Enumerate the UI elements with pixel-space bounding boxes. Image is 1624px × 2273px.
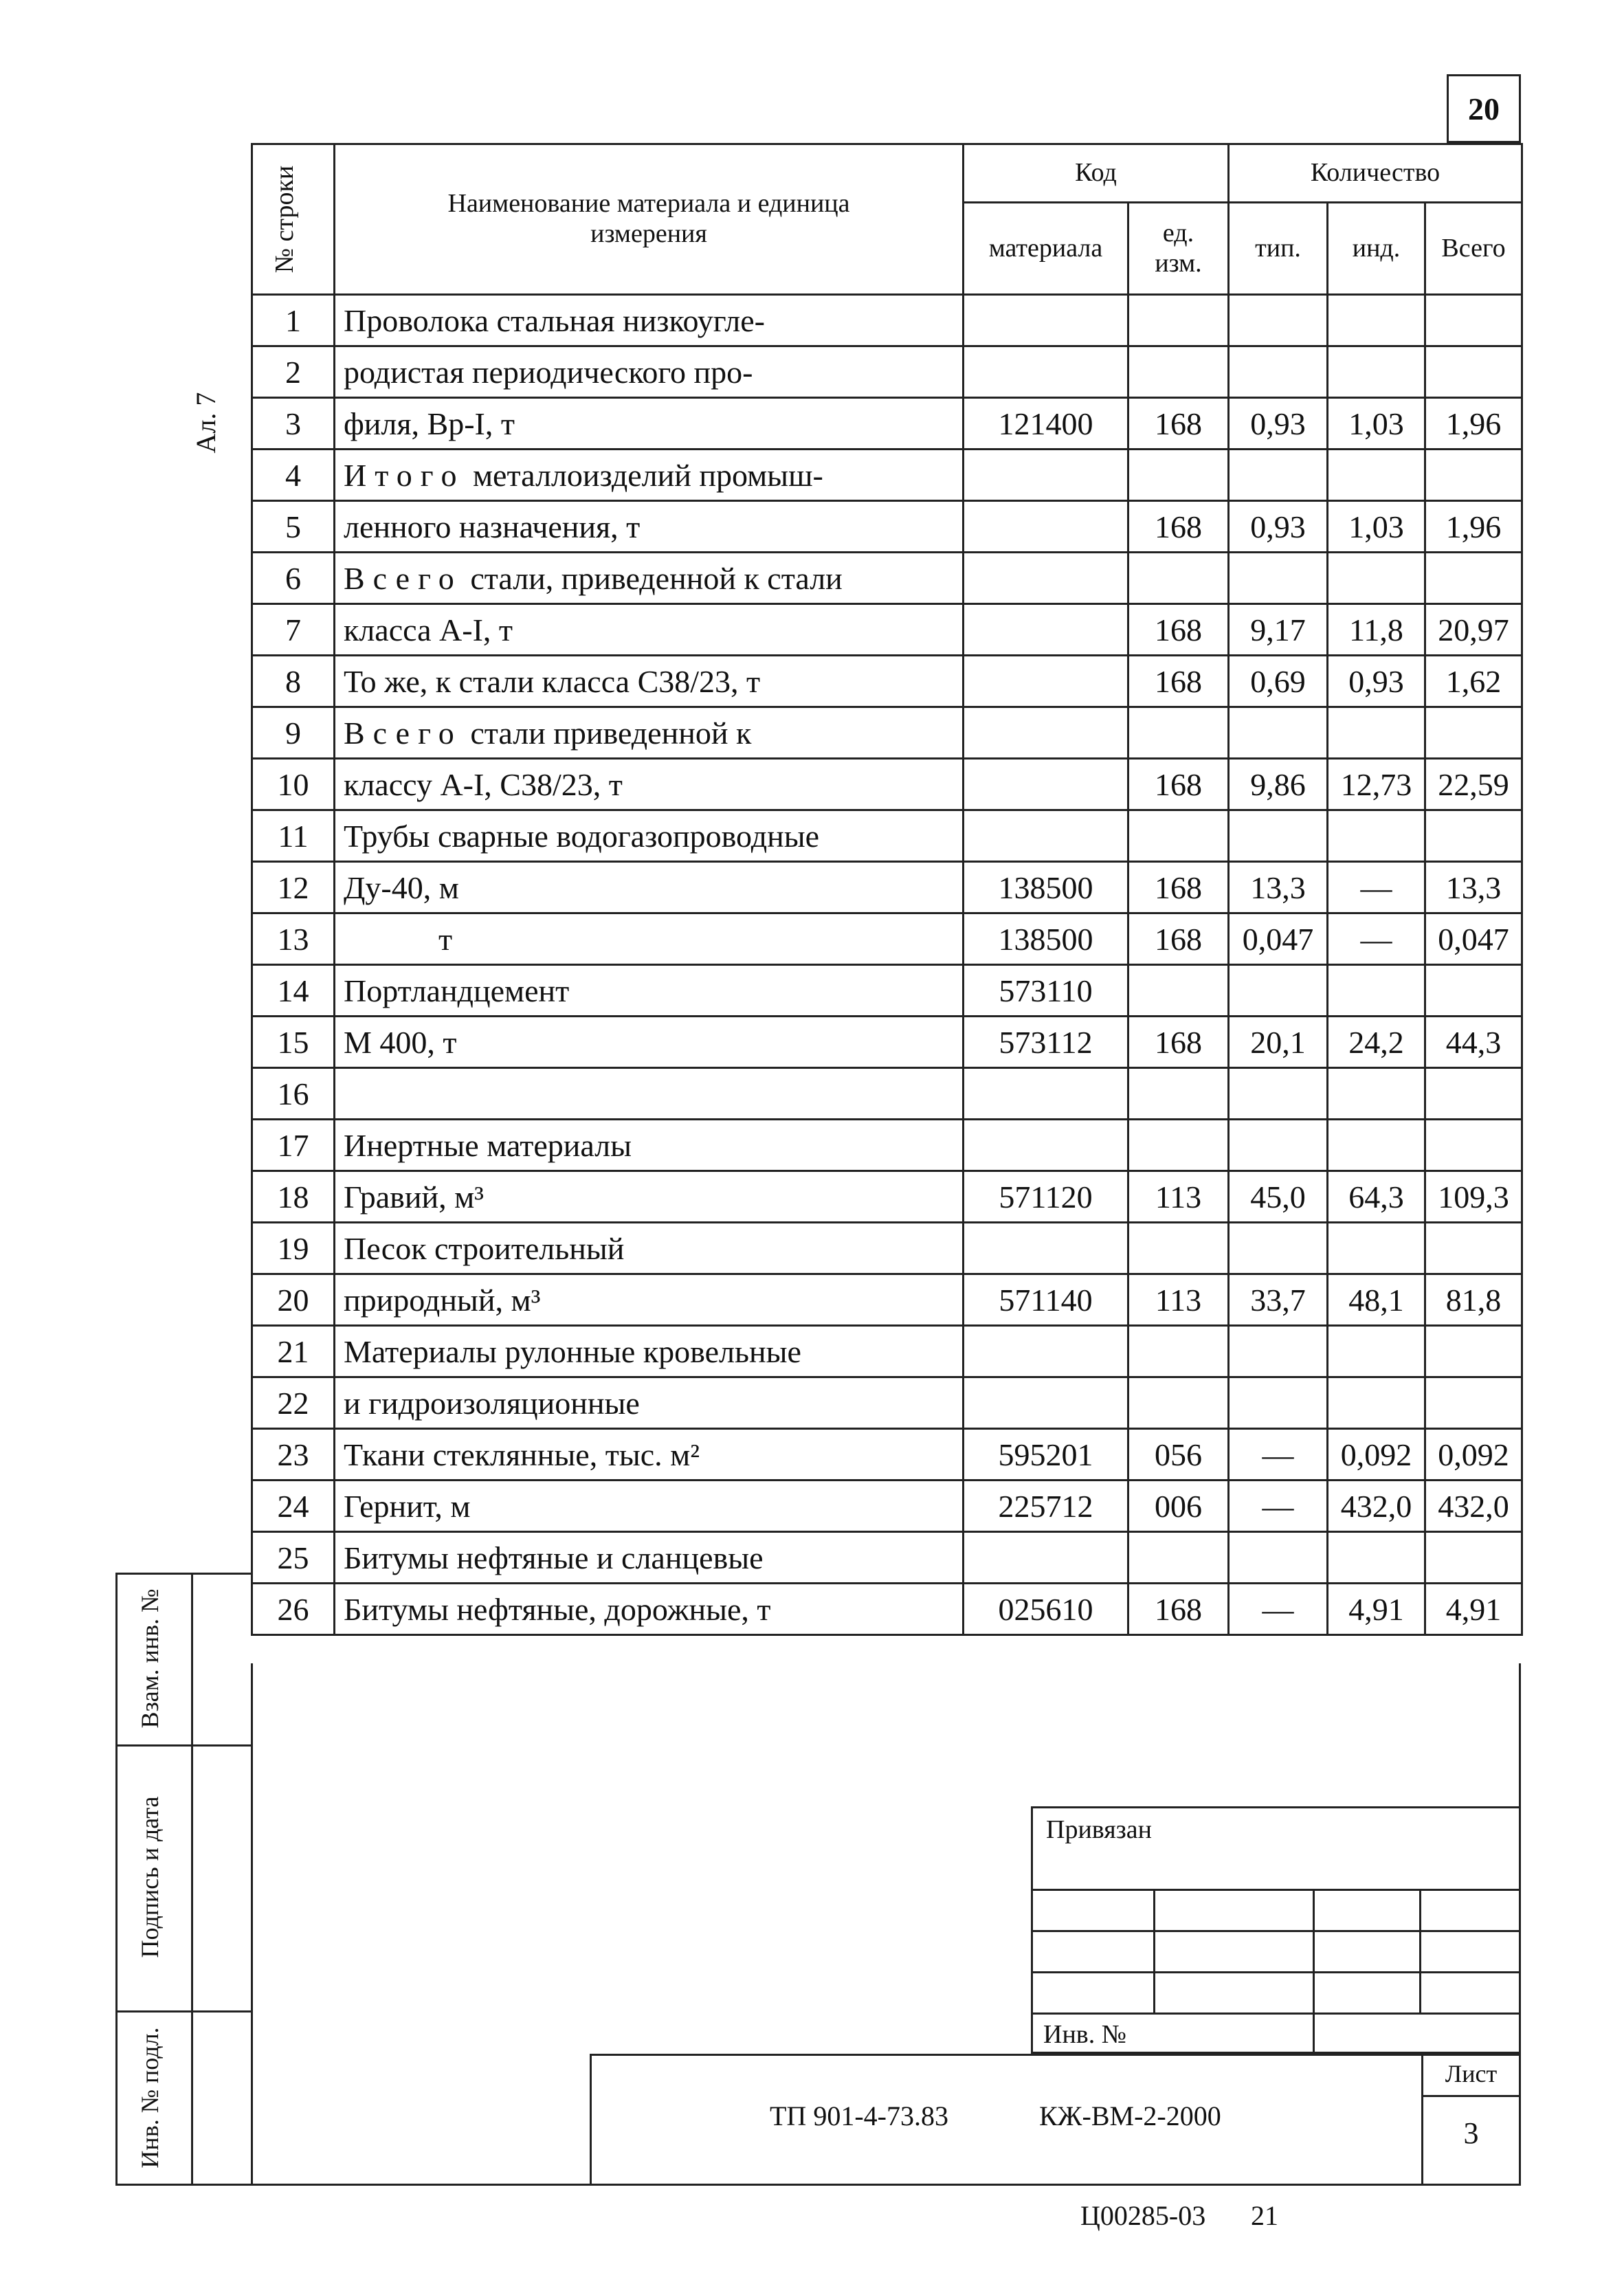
header-qty-group: Количество bbox=[1229, 144, 1522, 203]
privyazan-label: Привязан bbox=[1046, 1815, 1152, 1844]
unit-code bbox=[1128, 707, 1229, 759]
qty-ind: 1,03 bbox=[1328, 501, 1425, 553]
qty-typ: 0,047 bbox=[1229, 913, 1328, 965]
qty-typ: 0,93 bbox=[1229, 501, 1328, 553]
material-code: 121400 bbox=[964, 398, 1128, 450]
qty-ind: 64,3 bbox=[1328, 1171, 1425, 1223]
row-number: 11 bbox=[252, 810, 335, 862]
qty-total bbox=[1425, 450, 1522, 501]
row-number: 1 bbox=[252, 295, 335, 346]
qty-total bbox=[1425, 1532, 1522, 1584]
material-code bbox=[964, 1377, 1128, 1429]
material-name: классу А-I, С38/23, т bbox=[335, 759, 964, 810]
qty-typ bbox=[1229, 553, 1328, 604]
qty-total: 109,3 bbox=[1425, 1171, 1522, 1223]
material-code: 138500 bbox=[964, 913, 1128, 965]
row-number: 26 bbox=[252, 1584, 335, 1635]
qty-total: 0,092 bbox=[1425, 1429, 1522, 1481]
qty-ind bbox=[1328, 707, 1425, 759]
material-name bbox=[335, 450, 964, 501]
stamp-inv-podl: Инв. № подл. bbox=[136, 2027, 164, 2169]
table-row bbox=[252, 1120, 1522, 1171]
material-code bbox=[964, 553, 1128, 604]
material-name: и гидроизоляционные bbox=[335, 1377, 964, 1429]
qty-ind: 11,8 bbox=[1328, 604, 1425, 656]
row-number: 25 bbox=[252, 1532, 335, 1584]
material-name: Инертные материалы bbox=[335, 1120, 964, 1171]
material-name: То же, к стали класса С38/23, т bbox=[335, 656, 964, 707]
table-row bbox=[252, 1274, 1522, 1326]
qty-total: 4,91 bbox=[1425, 1584, 1522, 1635]
qty-total: 22,59 bbox=[1425, 759, 1522, 810]
qty-total: 20,97 bbox=[1425, 604, 1522, 656]
material-name: Проволока стальная низкоугле- bbox=[335, 295, 964, 346]
table-row bbox=[252, 862, 1522, 913]
material-name: филя, Вр-I, т bbox=[335, 398, 964, 450]
unit-code bbox=[1128, 1532, 1229, 1584]
unit-code bbox=[1128, 810, 1229, 862]
material-code: 573112 bbox=[964, 1017, 1128, 1068]
qty-typ: — bbox=[1229, 1429, 1328, 1481]
row-number: 19 bbox=[252, 1223, 335, 1274]
unit-code: 168 bbox=[1128, 913, 1229, 965]
qty-ind bbox=[1328, 1532, 1425, 1584]
qty-total: 81,8 bbox=[1425, 1274, 1522, 1326]
row-number: 4 bbox=[252, 450, 335, 501]
unit-code bbox=[1128, 346, 1229, 398]
qty-total bbox=[1425, 295, 1522, 346]
header-qty-total: Всего bbox=[1425, 203, 1522, 295]
unit-code: 168 bbox=[1128, 1584, 1229, 1635]
row-number: 22 bbox=[252, 1377, 335, 1429]
header-row-no bbox=[252, 144, 335, 295]
material-code bbox=[964, 707, 1128, 759]
qty-total: 13,3 bbox=[1425, 862, 1522, 913]
material-name: Гернит, м bbox=[335, 1481, 964, 1532]
table-row bbox=[252, 553, 1522, 604]
qty-ind bbox=[1328, 965, 1425, 1017]
header-code-material: материала bbox=[964, 203, 1128, 295]
qty-typ bbox=[1229, 810, 1328, 862]
material-name: т bbox=[335, 913, 964, 965]
table-row bbox=[252, 1429, 1522, 1481]
header-name: Наименование материала и единица измерения bbox=[335, 144, 964, 295]
table-row bbox=[252, 346, 1522, 398]
qty-ind: — bbox=[1328, 862, 1425, 913]
table-row bbox=[252, 1171, 1522, 1223]
material-code bbox=[964, 1326, 1128, 1377]
qty-ind: 4,91 bbox=[1328, 1584, 1425, 1635]
material-name: природный, м³ bbox=[335, 1274, 964, 1326]
table-row bbox=[252, 501, 1522, 553]
qty-total: 1,62 bbox=[1425, 656, 1522, 707]
table-row bbox=[252, 707, 1522, 759]
material-name: Портландцемент bbox=[335, 965, 964, 1017]
table-row bbox=[252, 1532, 1522, 1584]
qty-total bbox=[1425, 1326, 1522, 1377]
row-number: 12 bbox=[252, 862, 335, 913]
material-code bbox=[964, 346, 1128, 398]
material-code: 571140 bbox=[964, 1274, 1128, 1326]
qty-typ bbox=[1229, 295, 1328, 346]
row-number: 6 bbox=[252, 553, 335, 604]
material-code bbox=[964, 759, 1128, 810]
material-code bbox=[964, 1532, 1128, 1584]
qty-ind bbox=[1328, 810, 1425, 862]
qty-typ: 9,17 bbox=[1229, 604, 1328, 656]
materials-table bbox=[251, 143, 1523, 1636]
table-row bbox=[252, 656, 1522, 707]
material-code bbox=[964, 1223, 1128, 1274]
unit-code bbox=[1128, 1223, 1229, 1274]
material-name bbox=[335, 553, 964, 604]
qty-typ bbox=[1229, 346, 1328, 398]
unit-code bbox=[1128, 965, 1229, 1017]
qty-typ bbox=[1229, 1326, 1328, 1377]
qty-typ: — bbox=[1229, 1481, 1328, 1532]
qty-typ bbox=[1229, 1377, 1328, 1429]
table-row bbox=[252, 965, 1522, 1017]
page-number: 20 bbox=[1447, 74, 1521, 143]
unit-code: 168 bbox=[1128, 656, 1229, 707]
unit-code: 168 bbox=[1128, 759, 1229, 810]
material-name: Гравий, м³ bbox=[335, 1171, 964, 1223]
material-name bbox=[335, 707, 964, 759]
header-code-unit: ед. изм. bbox=[1128, 203, 1229, 295]
qty-ind: — bbox=[1328, 913, 1425, 965]
unit-code bbox=[1128, 553, 1229, 604]
unit-code: 113 bbox=[1128, 1274, 1229, 1326]
unit-code bbox=[1128, 1120, 1229, 1171]
qty-typ bbox=[1229, 1120, 1328, 1171]
row-number: 2 bbox=[252, 346, 335, 398]
table-row bbox=[252, 398, 1522, 450]
qty-typ: 0,93 bbox=[1229, 398, 1328, 450]
material-name-lead: Всего bbox=[344, 715, 463, 751]
qty-ind: 24,2 bbox=[1328, 1017, 1425, 1068]
row-number: 9 bbox=[252, 707, 335, 759]
qty-typ: 0,69 bbox=[1229, 656, 1328, 707]
doc-code: ТП 901-4-73.83 bbox=[770, 2100, 948, 2131]
qty-typ: 13,3 bbox=[1229, 862, 1328, 913]
material-name: родистая периодического про- bbox=[335, 346, 964, 398]
table-row bbox=[252, 1481, 1522, 1532]
footer-page: 21 bbox=[1251, 2200, 1278, 2231]
material-name: Битумы нефтяные и сланцевые bbox=[335, 1532, 964, 1584]
sheet-number: 3 bbox=[1463, 2116, 1479, 2150]
material-name: Материалы рулонные кровельные bbox=[335, 1326, 964, 1377]
material-name: Трубы сварные водогазопроводные bbox=[335, 810, 964, 862]
material-code bbox=[964, 501, 1128, 553]
material-name: класса А-I, т bbox=[335, 604, 964, 656]
material-code: 573110 bbox=[964, 965, 1128, 1017]
material-code: 025610 bbox=[964, 1584, 1128, 1635]
row-number: 10 bbox=[252, 759, 335, 810]
unit-code bbox=[1128, 450, 1229, 501]
header-qty-typ: тип. bbox=[1229, 203, 1328, 295]
qty-typ bbox=[1229, 965, 1328, 1017]
material-name: Ткани стеклянные, тыс. м² bbox=[335, 1429, 964, 1481]
unit-code: 113 bbox=[1128, 1171, 1229, 1223]
qty-ind: 0,93 bbox=[1328, 656, 1425, 707]
material-code bbox=[964, 656, 1128, 707]
qty-ind bbox=[1328, 450, 1425, 501]
qty-total bbox=[1425, 965, 1522, 1017]
qty-total bbox=[1425, 810, 1522, 862]
unit-code: 168 bbox=[1128, 1017, 1229, 1068]
qty-total bbox=[1425, 1120, 1522, 1171]
unit-code bbox=[1128, 295, 1229, 346]
header-row-no-label: № строки bbox=[270, 165, 299, 274]
material-code bbox=[964, 604, 1128, 656]
material-name: М 400, т bbox=[335, 1017, 964, 1068]
qty-ind bbox=[1328, 295, 1425, 346]
qty-typ bbox=[1229, 1068, 1328, 1120]
row-number: 21 bbox=[252, 1326, 335, 1377]
qty-ind bbox=[1328, 1120, 1425, 1171]
header-code-group: Код bbox=[964, 144, 1229, 203]
material-name: Битумы нефтяные, дорожные, т bbox=[335, 1584, 964, 1635]
qty-typ bbox=[1229, 707, 1328, 759]
qty-typ: 45,0 bbox=[1229, 1171, 1328, 1223]
footer-code: Ц00285-03 bbox=[1080, 2200, 1206, 2231]
table-row bbox=[252, 295, 1522, 346]
material-name-rest: металлоизделий промыш- bbox=[465, 457, 823, 493]
doc-mark: КЖ-ВМ-2-2000 bbox=[1039, 2100, 1221, 2131]
unit-code: 168 bbox=[1128, 862, 1229, 913]
qty-typ: — bbox=[1229, 1584, 1328, 1635]
table-row bbox=[252, 604, 1522, 656]
qty-ind: 432,0 bbox=[1328, 1481, 1425, 1532]
table-row bbox=[252, 450, 1522, 501]
qty-total bbox=[1425, 553, 1522, 604]
qty-total bbox=[1425, 346, 1522, 398]
qty-ind bbox=[1328, 1068, 1425, 1120]
material-code: 225712 bbox=[964, 1481, 1128, 1532]
material-name: ленного назначения, т bbox=[335, 501, 964, 553]
qty-typ bbox=[1229, 1532, 1328, 1584]
table-row bbox=[252, 1584, 1522, 1635]
row-number: 13 bbox=[252, 913, 335, 965]
qty-total: 432,0 bbox=[1425, 1481, 1522, 1532]
qty-typ: 33,7 bbox=[1229, 1274, 1328, 1326]
row-number: 7 bbox=[252, 604, 335, 656]
qty-ind bbox=[1328, 1326, 1425, 1377]
material-code bbox=[964, 295, 1128, 346]
qty-ind: 12,73 bbox=[1328, 759, 1425, 810]
qty-total bbox=[1425, 1377, 1522, 1429]
qty-ind: 48,1 bbox=[1328, 1274, 1425, 1326]
qty-ind bbox=[1328, 1377, 1425, 1429]
table-row bbox=[252, 1326, 1522, 1377]
qty-total bbox=[1425, 1068, 1522, 1120]
material-code bbox=[964, 1120, 1128, 1171]
table-row bbox=[252, 913, 1522, 965]
qty-ind bbox=[1328, 553, 1425, 604]
qty-ind bbox=[1328, 1223, 1425, 1274]
sheet-label: Лист bbox=[1445, 2060, 1498, 2087]
table-row bbox=[252, 1068, 1522, 1120]
row-number: 17 bbox=[252, 1120, 335, 1171]
unit-code: 006 bbox=[1128, 1481, 1229, 1532]
material-name: Ду-40, м bbox=[335, 862, 964, 913]
material-name bbox=[335, 1068, 964, 1120]
table-row bbox=[252, 1017, 1522, 1068]
row-number: 16 bbox=[252, 1068, 335, 1120]
inv-no-label: Инв. № bbox=[1043, 2020, 1126, 2049]
qty-ind: 1,03 bbox=[1328, 398, 1425, 450]
row-number: 15 bbox=[252, 1017, 335, 1068]
row-number: 20 bbox=[252, 1274, 335, 1326]
row-number: 23 bbox=[252, 1429, 335, 1481]
side-note: Ал. 7 bbox=[190, 392, 221, 454]
qty-total: 1,96 bbox=[1425, 398, 1522, 450]
stamp-vzam-inv: Взам. инв. № bbox=[136, 1588, 164, 1729]
material-name-rest: стали, приведенной к стали bbox=[462, 560, 843, 596]
row-number: 24 bbox=[252, 1481, 335, 1532]
material-code bbox=[964, 450, 1128, 501]
table-row bbox=[252, 810, 1522, 862]
material-code: 138500 bbox=[964, 862, 1128, 913]
table-row bbox=[252, 1223, 1522, 1274]
material-name-rest: стали приведенной к bbox=[462, 715, 752, 751]
qty-typ bbox=[1229, 1223, 1328, 1274]
row-number: 8 bbox=[252, 656, 335, 707]
qty-total: 0,047 bbox=[1425, 913, 1522, 965]
unit-code: 168 bbox=[1128, 604, 1229, 656]
table-row bbox=[252, 1377, 1522, 1429]
material-name-lead: Итого bbox=[344, 457, 465, 493]
unit-code bbox=[1128, 1377, 1229, 1429]
unit-code: 168 bbox=[1128, 398, 1229, 450]
qty-typ bbox=[1229, 450, 1328, 501]
header-qty-ind: инд. bbox=[1328, 203, 1425, 295]
material-name-lead: Всего bbox=[344, 560, 463, 596]
material-code bbox=[964, 1068, 1128, 1120]
material-code bbox=[964, 810, 1128, 862]
row-number: 5 bbox=[252, 501, 335, 553]
qty-ind bbox=[1328, 346, 1425, 398]
qty-total bbox=[1425, 1223, 1522, 1274]
unit-code: 168 bbox=[1128, 501, 1229, 553]
qty-typ: 9,86 bbox=[1229, 759, 1328, 810]
qty-total: 44,3 bbox=[1425, 1017, 1522, 1068]
unit-code bbox=[1128, 1068, 1229, 1120]
qty-total bbox=[1425, 707, 1522, 759]
row-number: 14 bbox=[252, 965, 335, 1017]
qty-ind: 0,092 bbox=[1328, 1429, 1425, 1481]
row-number: 3 bbox=[252, 398, 335, 450]
unit-code: 056 bbox=[1128, 1429, 1229, 1481]
material-name: Песок строительный bbox=[335, 1223, 964, 1274]
stamp-podpis-data: Подпись и дата bbox=[136, 1796, 164, 1958]
material-code: 595201 bbox=[964, 1429, 1128, 1481]
row-number: 18 bbox=[252, 1171, 335, 1223]
qty-total: 1,96 bbox=[1425, 501, 1522, 553]
unit-code bbox=[1128, 1326, 1229, 1377]
material-code: 571120 bbox=[964, 1171, 1128, 1223]
table-row bbox=[252, 759, 1522, 810]
qty-typ: 20,1 bbox=[1229, 1017, 1328, 1068]
